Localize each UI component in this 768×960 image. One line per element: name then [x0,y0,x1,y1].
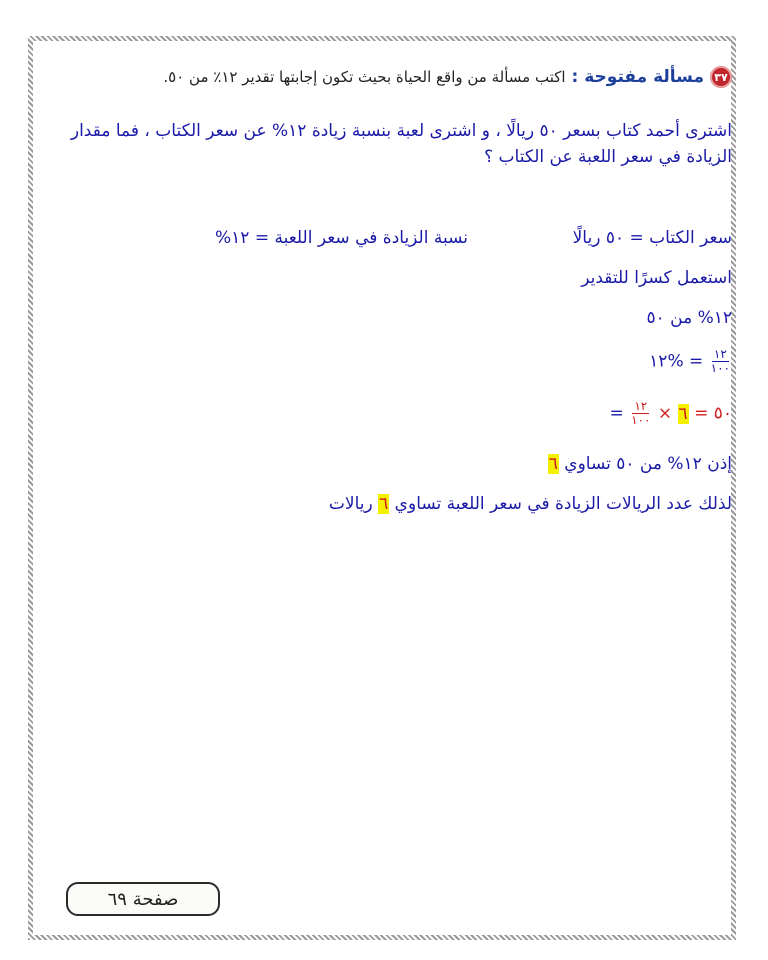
conclusion-line [548,454,732,474]
fraction-12-100-red [631,400,650,427]
step-two-left: ١٢% = [649,351,704,372]
page-label: صفحة ٦٩ [107,888,179,910]
conclusion-value: ٦ [548,454,558,474]
fraction-12-100 [711,348,730,375]
fraction-numerator: ١٢ [713,347,727,361]
final-answer-line [329,494,732,514]
question-instruction: اكتب مسألة من واقع الحياة بحيث تكون إجابتها تقدير ١٢٪ من ٥٠. [163,68,566,86]
step-one: ١٢% من ٥٠ [646,308,732,328]
book-price-line: سعر الكتاب = ٥٠ ريالًا [572,228,732,248]
fraction-denominator-red: ١٠٠ [631,413,651,427]
increase-rate-line: نسبة الزيادة في سعر اللعبة = ١٢% [215,228,468,248]
step-three-times: × ٥٠ = [657,403,732,424]
question-title: مسألة مفتوحة : [571,67,704,87]
question-header [163,66,732,88]
step-two [649,348,732,375]
final-prefix: لذلك عدد الريالات الزيادة في سعر اللعبة تساوي [394,494,732,514]
fraction-denominator: ١٠٠ [710,361,730,375]
problem-statement: اشترى أحمد كتاب بسعر ٥٠ ريالًا ، و اشترى لعبة بنسبة زيادة ١٢% عن سعر الكتاب ، فما مقدار الزيادة في سعر اللعبة عن الكتاب ؟ [70,121,732,167]
estimate-hint: استعمل كسرًا للتقدير [581,268,732,288]
page-number-badge [66,882,220,916]
conclusion-prefix: إذن ١٢% من ٥٠ تساوي [564,454,732,474]
final-value: ٦ [379,494,389,514]
step-three [609,400,732,427]
final-suffix: ريالات [328,494,373,514]
step-three-lead: = [609,403,624,424]
fraction-numerator-red: ١٢ [634,399,648,413]
page-border [28,36,736,940]
question-number-badge: ٣٧ [710,66,732,88]
step-three-result: ٦ [678,403,688,424]
